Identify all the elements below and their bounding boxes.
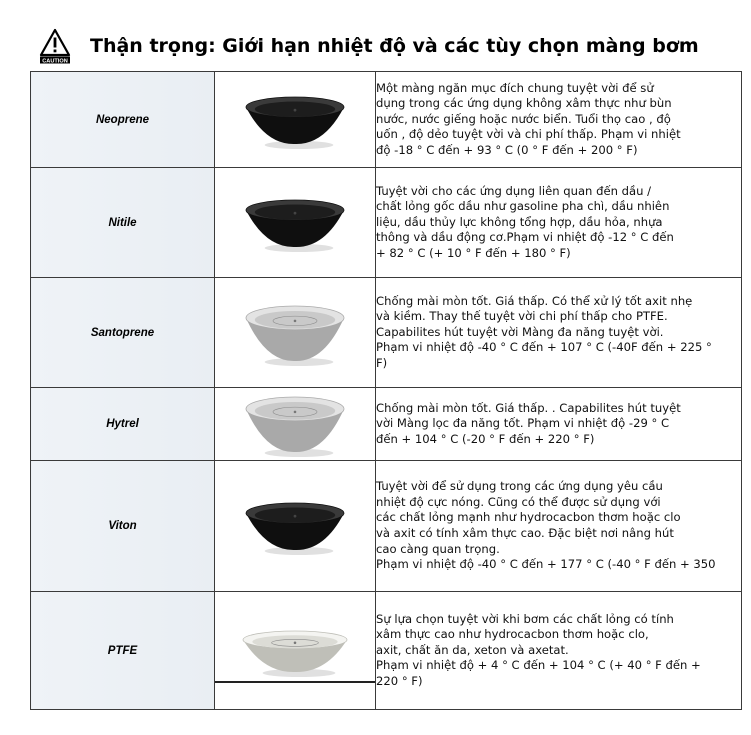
material-image-cell [215, 278, 376, 388]
material-description [376, 388, 742, 461]
page-header [38, 28, 699, 64]
divider-line [215, 681, 375, 683]
material-name: Nitile [31, 168, 215, 278]
description-line: + 82 ° C (+ 10 ° F đến + 180 ° F) [376, 245, 571, 260]
description-line: Capabilites hút tuyệt vời Màng đa năng tuyệt vời. [376, 324, 664, 339]
material-description [376, 168, 742, 278]
diaphragm-image [241, 89, 349, 151]
material-image-cell [215, 388, 376, 461]
diaphragm-image [241, 389, 349, 459]
description-line: 220 ° F) [376, 673, 423, 688]
material-name: PTFE [31, 592, 215, 710]
description-line: xâm thực cao như hydrocacbon thơm hoặc clo, [376, 627, 649, 642]
description-line: Chống mài mòn tốt. Giá thấp. . Capabilites hút tuyệt [376, 400, 681, 415]
material-description [376, 461, 742, 592]
material-name: Santoprene [31, 278, 215, 388]
description-line: dụng trong các ứng dụng không xâm thực như bùn [376, 96, 672, 111]
description-line: Phạm vi nhiệt độ + 4 ° C đến + 104 ° C (+ 40 ° F đến + [376, 658, 701, 673]
description-line: vời Màng lọc đa năng tốt. Phạm vi nhiệt độ -29 ° C [376, 416, 670, 431]
diaphragm-image [241, 192, 349, 254]
description-line: Phạm vi nhiệt độ -40 ° C đến + 177 ° C (-40 ° F đến + 350 [376, 557, 716, 572]
description-line: liệu, dầu thủy lực không tổng hợp, dầu hỏa, nhựa [376, 214, 663, 229]
material-description [376, 592, 742, 710]
material-image-cell [215, 168, 376, 278]
material-description [376, 72, 742, 168]
table-row [31, 388, 742, 461]
description-line: thông và dầu động cơ.Phạm vi nhiệt độ -12 ° C đến [376, 230, 674, 245]
diaphragm-options-table [30, 71, 742, 710]
description-line: uốn , độ dẻo tuyệt vời và chi phí thấp. Phạm vi nhiệt [376, 127, 681, 142]
description-line: và kiềm. Thay thế tuyệt vời chi phí thấp cho PTFE. [376, 309, 668, 324]
table-row [31, 72, 742, 168]
description-line: Sự lựa chọn tuyệt vời khi bơm các chất lỏng có tính [376, 611, 674, 626]
material-name: Viton [31, 461, 215, 592]
description-line: Chống mài mòn tốt. Giá thấp. Có thể xử lý tốt axit nhẹ [376, 293, 693, 308]
description-line: nhiệt độ cực nóng. Cũng có thể được sử dụng với [376, 494, 661, 509]
table-row [31, 461, 742, 592]
caution-warning-icon [38, 28, 72, 64]
table-row [31, 592, 742, 710]
table-row [31, 278, 742, 388]
description-line: Tuyệt vời cho các ứng dụng liên quan đến dầu / [376, 183, 652, 198]
material-image-cell [215, 592, 376, 710]
diaphragm-image [241, 298, 349, 368]
description-line: Một màng ngăn mục đích chung tuyệt vời để sử [376, 80, 654, 95]
description-line: cao càng quan trọng. [376, 541, 500, 556]
material-description [376, 278, 742, 388]
diaphragm-image [238, 623, 352, 679]
material-image-cell [215, 72, 376, 168]
material-name: Neoprene [31, 72, 215, 168]
page-title: Thận trọng: Giới hạn nhiệt độ và các tùy chọn màng bơm [90, 35, 699, 57]
description-line: đến + 104 ° C (-20 ° F đến + 220 ° F) [376, 431, 595, 446]
material-name: Hytrel [31, 388, 215, 461]
description-line: và axit có tính xâm thực cao. Đặc biệt nơi nâng hút [376, 526, 674, 540]
description-line: chất lỏng gốc dầu như gasoline pha chì, dầu nhiên [376, 199, 670, 214]
description-line: F) [376, 355, 388, 370]
diaphragm-image [241, 495, 349, 557]
description-line: Tuyệt vời để sử dụng trong các ứng dụng yêu cầu [376, 479, 663, 494]
description-line: các chất lỏng mạnh như hydrocacbon thơm hoặc clo [376, 510, 681, 525]
material-image-cell [215, 461, 376, 592]
description-line: Phạm vi nhiệt độ -40 ° C đến + 107 ° C (-40F đến + 225 ° [376, 340, 712, 355]
description-line: độ -18 ° C đến + 93 ° C (0 ° F đến + 200 ° F) [376, 142, 638, 157]
description-line: axit, chất ăn da, xeton và axetat. [376, 642, 569, 657]
caution-label: CAUTION [42, 58, 68, 64]
table-row [31, 168, 742, 278]
description-line: nước, nước giếng hoặc nước biển. Tuổi thọ cao , độ [376, 111, 671, 126]
